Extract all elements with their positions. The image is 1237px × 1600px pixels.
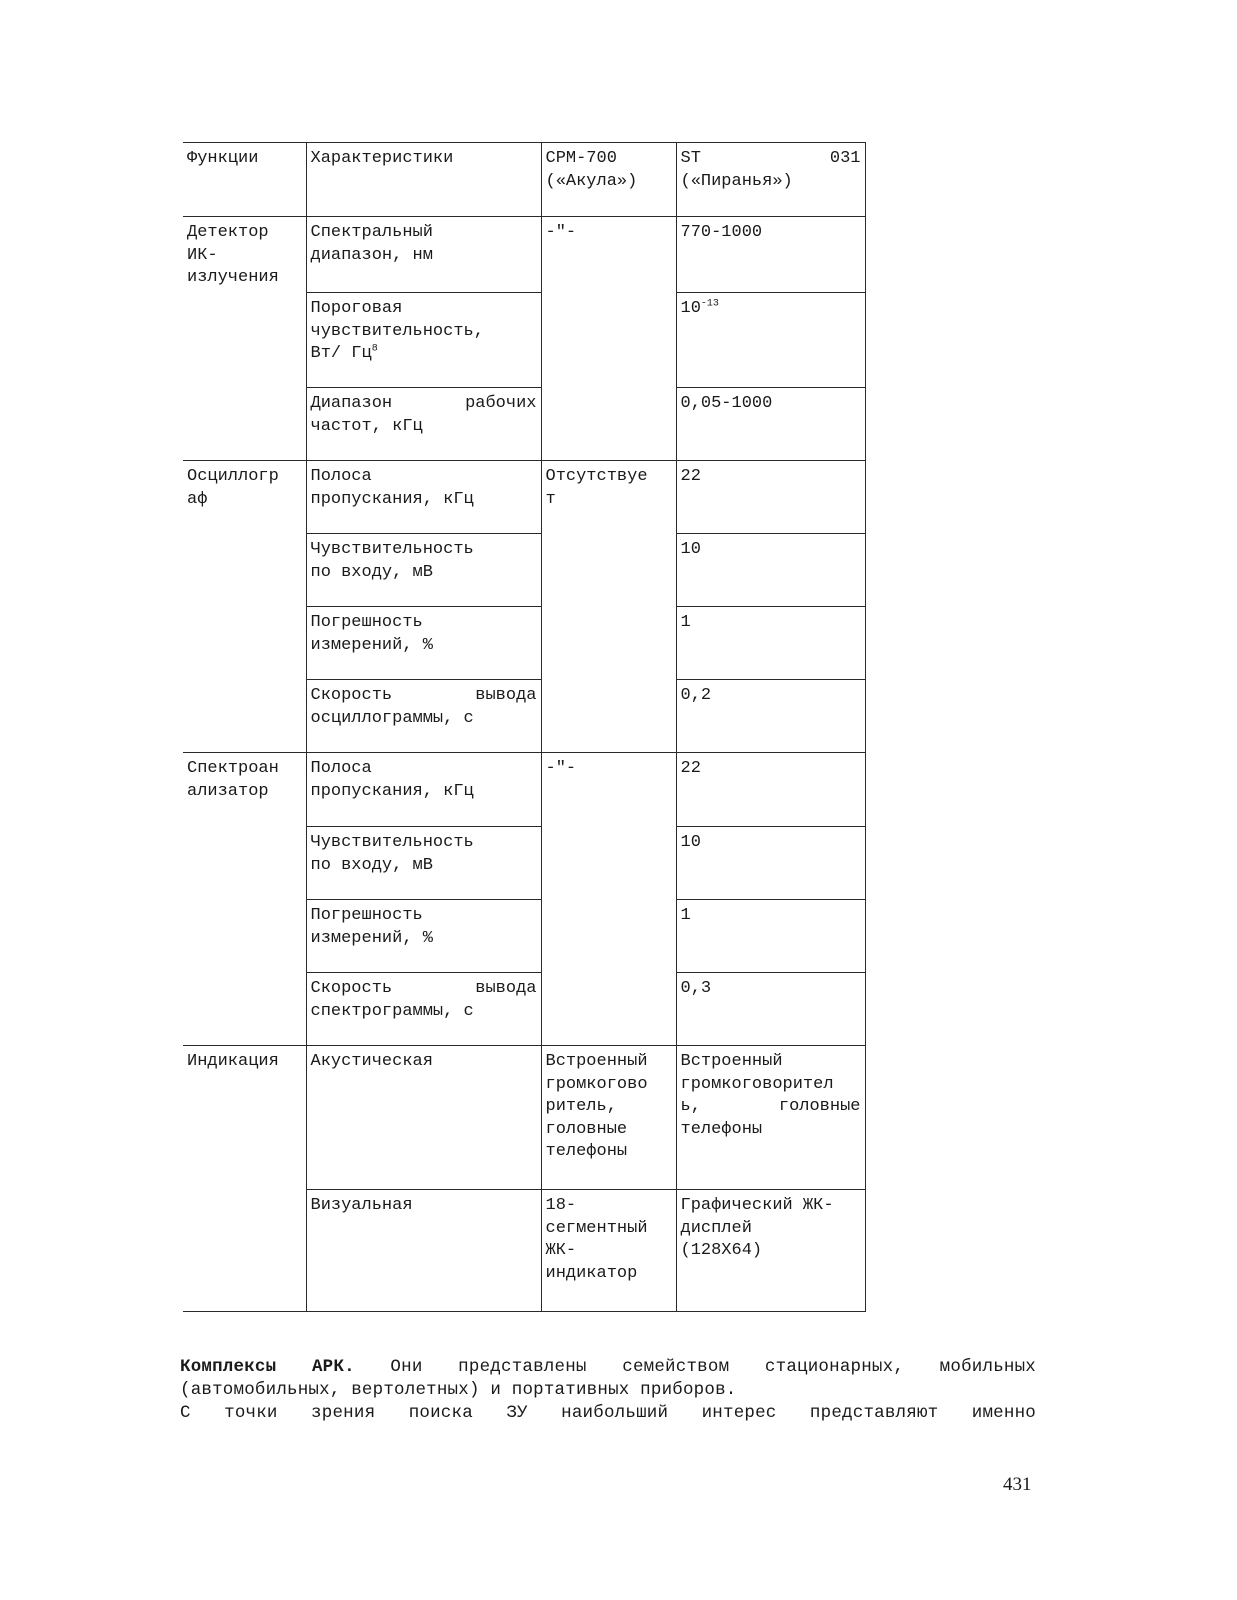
characteristic-cell: Полоса пропускания, кГц: [306, 461, 541, 534]
header-st031-number: 031: [829, 149, 861, 168]
st031-value-cell: 22: [676, 753, 865, 827]
header-cpm700: CPM-700 («Акула»): [541, 143, 676, 217]
st031-value-cell: 22: [676, 461, 865, 534]
st031-value-cell: Графический ЖК- дисплей (128X64): [676, 1190, 865, 1312]
cpm700-visual-cell: 18- сегментный ЖК- индикатор: [541, 1190, 676, 1312]
characteristic-cell: Полоса пропускания, кГц: [306, 753, 541, 827]
st031-value-cell: 0,05-1000: [676, 388, 865, 461]
header-characteristics: Характеристики: [306, 143, 541, 217]
table-row: [183, 217, 865, 293]
characteristic-cell: Погрешность измерений, %: [306, 900, 541, 973]
st031-value-cell: 770-1000: [676, 217, 865, 293]
paragraph-bold-lead: Комплексы АРК.: [180, 1357, 355, 1377]
characteristic-cell: Погрешность измерений, %: [306, 607, 541, 680]
page-number: 431: [1003, 1474, 1032, 1495]
table-row: [183, 1046, 865, 1190]
cpm700-ir-cell: -"-: [541, 217, 676, 461]
table-row: [183, 753, 865, 827]
characteristic-cell: Чувствительность по входу, мВ: [306, 827, 541, 900]
header-st031: [676, 143, 865, 217]
st031-value-cell: 0,3: [676, 973, 865, 1046]
characteristic-cell: Акустическая: [306, 1046, 541, 1190]
superscript: 8: [371, 343, 378, 355]
st031-value-cell: 1: [676, 900, 865, 973]
st031-value-cell: Встроенный громкоговорител ь, головные телефоны: [676, 1046, 865, 1190]
paragraph-line-3: С точки зрения поиска ЗУ наибольший интерес представляют именно: [180, 1403, 1036, 1423]
characteristic-cell: Пороговая чувствительность, Вт/ $Гц^8$: [306, 293, 541, 388]
cpm700-acoustic-cell: Встроенный громкогово ритель, головные телефоны: [541, 1046, 676, 1190]
st031-value-cell: 0,2: [676, 680, 865, 753]
cpm700-oscillograph-cell: Отсутствуе т: [541, 461, 676, 753]
characteristic-cell: Спектральный диапазон, нм: [306, 217, 541, 293]
cpm700-spectrum-cell: -"-: [541, 753, 676, 1046]
characteristic-cell: Скорость вывода осциллограммы, с: [306, 680, 541, 753]
function-indication: Индикация: [183, 1046, 306, 1312]
st031-value-cell: 10: [676, 534, 865, 607]
table-header-row: [183, 143, 865, 217]
characteristic-cell: Скорость вывода спектрограммы, с: [306, 973, 541, 1046]
st031-value-cell: $10^{-13}$: [676, 293, 865, 388]
header-functions: Функции: [183, 143, 306, 217]
characteristic-cell: Диапазон рабочих частот, кГц: [306, 388, 541, 461]
table-row: [183, 461, 865, 534]
st031-value-cell: 1: [676, 607, 865, 680]
function-spectrum-analyzer: Спектроан ализатор: [183, 753, 306, 1046]
specifications-table: [183, 142, 866, 1312]
superscript: -13: [700, 298, 719, 310]
header-st031-model: ST: [680, 149, 701, 168]
function-ir-detector: Детектор ИК- излучения: [183, 217, 306, 461]
st031-value-cell: 10: [676, 827, 865, 900]
paragraph-line-1: Комплексы АРК. Они представлены семейством стационарных, мобильных: [180, 1357, 1036, 1377]
function-oscillograph: Осциллогр аф: [183, 461, 306, 753]
characteristic-cell: Визуальная: [306, 1190, 541, 1312]
characteristic-cell: Чувствительность по входу, мВ: [306, 534, 541, 607]
header-st031-nickname: («Пиранья»): [680, 171, 793, 191]
paragraph-line-2: (автомобильных, вертолетных) и портативных приборов.: [180, 1380, 737, 1400]
